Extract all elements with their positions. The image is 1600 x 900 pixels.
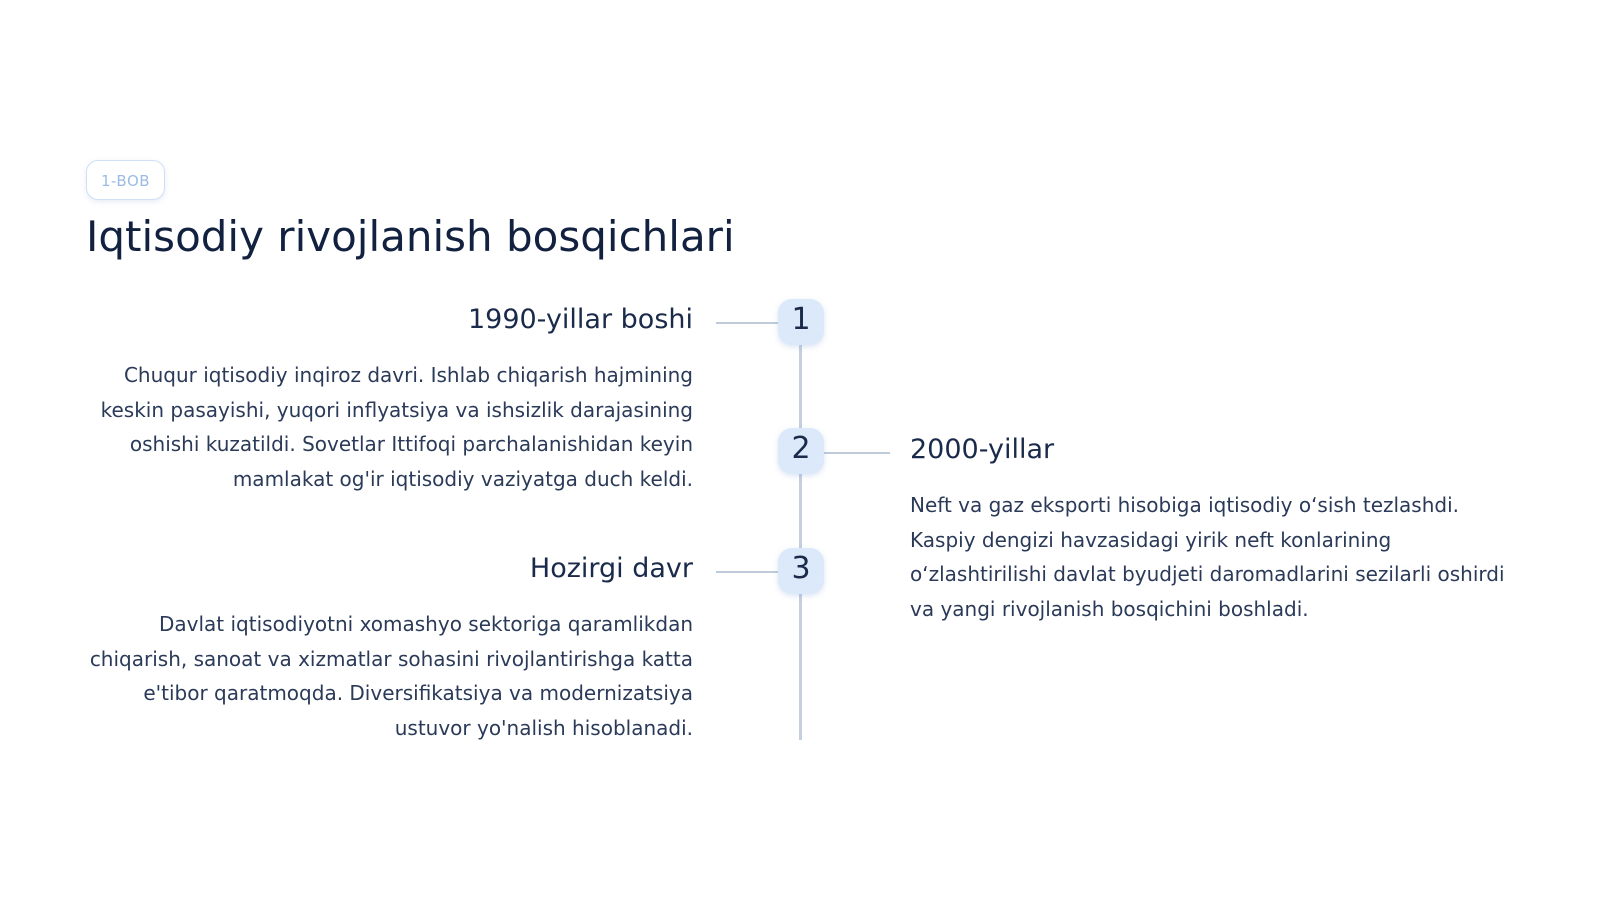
timeline-node-2: 2 xyxy=(778,428,824,474)
timeline-node-1: 1 xyxy=(778,299,824,345)
timeline-heading-3: Hozirgi davr xyxy=(529,553,693,584)
timeline-connector-1 xyxy=(716,322,778,324)
timeline-text-1: Chuqur iqtisodiy inqiroz davri. Ishlab chiqarish hajmining keskin pasayishi, yuqori inflyatsiya va ishsizlik darajasining oshishi kuzatildi. Sovetlar Ittifoqi parchalanishidan keyin mamlakat og'ir iqtisodiy vaziyatga duch keldi. xyxy=(100,363,693,491)
page-title: Iqtisodiy rivojlanish bosqichlari xyxy=(86,212,735,261)
timeline-text-3: Davlat iqtisodiyotni xomashyo sektoriga qaramlikdan chiqarish, sanoat va xizmatlar sohasini rivojlantirishga katta e'tibor qaratmoqda. Diversifikatsiya va modernizatsiya ustuvor yo'nalish hisoblanadi. xyxy=(89,612,693,740)
chapter-badge: 1-BOB xyxy=(86,160,165,200)
timeline-heading-2: 2000-yillar xyxy=(910,434,1055,465)
timeline-node-3: 3 xyxy=(778,548,824,594)
timeline-connector-2 xyxy=(824,452,890,454)
timeline-text-2: Neft va gaz eksporti hisobiga iqtisodiy o‘sish tezlashdi. Kaspiy dengizi havzasidagi yirik neft konlarining o‘zlashtirilishi davlat byudjeti daromadlarini sezilarli oshirdi va yangi rivojlanish bosqichini boshladi. xyxy=(910,493,1505,621)
timeline-axis xyxy=(799,320,802,740)
timeline-heading-1: 1990-yillar boshi xyxy=(467,304,693,335)
timeline-connector-3 xyxy=(716,571,778,573)
